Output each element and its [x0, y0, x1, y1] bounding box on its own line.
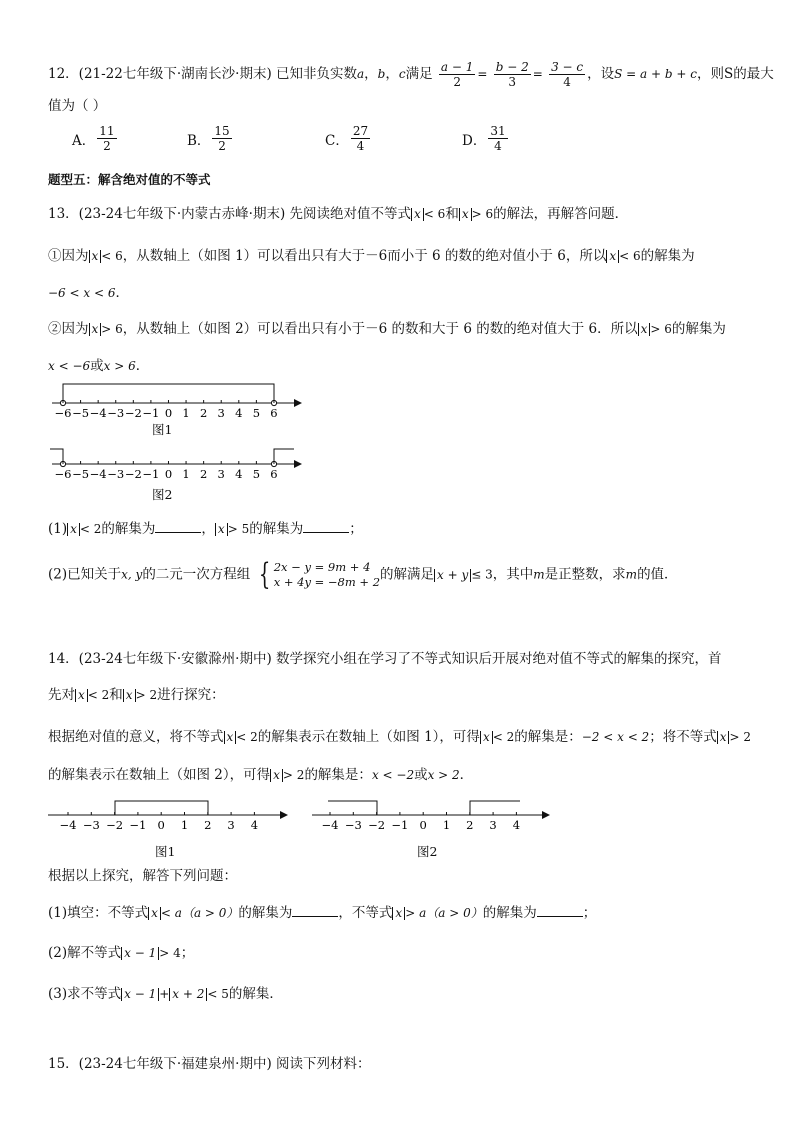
- option-d[interactable]: D． $\frac{31}{4}$: [462, 124, 506, 153]
- tick-label: 3: [217, 467, 225, 481]
- tick-label: 2: [199, 467, 208, 481]
- figure-caption: 图1: [152, 422, 173, 437]
- tick-label: 5: [252, 467, 261, 481]
- section-heading: 题型五：解含绝对值的不等式: [48, 172, 211, 187]
- q15-stem: 15．(23-24七年级下·福建泉州·期中) 阅读下列材料：: [48, 1056, 371, 1072]
- q13-point2: ②因为 x > 6，从数轴上（如图 2）可以看出只有小于－6 的数和大于 6 的数的绝对值大于 6．所以 x > 6的解集为: [48, 321, 726, 337]
- tick-label: 1: [182, 467, 190, 481]
- tick-label: −1: [142, 467, 160, 481]
- tick-label: −4: [59, 818, 77, 832]
- q14-stem: 14．(23-24七年级下·安徽滁州·期中) 数学探究小组在学习了不等式知识后开展对绝对值不等式的解集的探究，首: [48, 651, 722, 667]
- q13-point1: ①因为 x < 6，从数轴上（如图 1）可以看出只有大于－6而小于 6 的数的绝对值小于 6，所以 x < 6的解集为: [48, 248, 695, 264]
- tick-label: −3: [344, 818, 362, 832]
- tick-label: 0: [157, 818, 165, 832]
- tick-label: −1: [391, 818, 409, 832]
- tick-label: 2: [204, 818, 212, 832]
- q13-point1-solution: −6 < x < 6．: [48, 285, 129, 301]
- q13-number-line-fig1: [44, 378, 304, 438]
- option-c[interactable]: C． $\frac{27}{4}$: [325, 124, 369, 153]
- tick-label: 3: [217, 406, 225, 420]
- figure-caption: 图2: [417, 844, 438, 859]
- option-b[interactable]: B． $\frac{15}{2}$: [187, 124, 230, 153]
- tick-label: −2: [368, 818, 386, 832]
- tick-label: −1: [129, 818, 147, 832]
- tick-label: 4: [235, 467, 243, 481]
- tick-label: −5: [72, 406, 90, 420]
- answer-blank[interactable]: [303, 519, 349, 533]
- tick-label: 3: [489, 818, 497, 832]
- q14-explanation-line2: 的解集表示在数轴上（如图 2），可得 x > 2的解集是：x < −2或x > 2．: [48, 767, 474, 783]
- q13-subquestion-2: (2)已知关于x, y的二元一次方程组 { 2x − y = 9m + 4 x + 4y = −8m + 2 的解满足 x + y ≤ 3，其中m是正整数，求m的值．: [48, 557, 678, 592]
- tick-label: −3: [107, 406, 125, 420]
- tick-label: −2: [124, 406, 142, 420]
- q13-number-line-fig2: [44, 446, 304, 488]
- tick-label: 6: [270, 406, 278, 420]
- tick-label: 6: [270, 467, 278, 481]
- tick-label: 4: [512, 818, 521, 832]
- q14-number-line-fig1: [44, 798, 294, 838]
- fraction: $\frac{a - 1}{2}$: [440, 60, 474, 89]
- q14-subquestion-1: (1)填空：不等式 x < a（a > 0）的解集为 ，不等式 x > a（a > 0）的解集为 ；: [48, 905, 597, 921]
- answer-blank[interactable]: [537, 903, 583, 917]
- tick-label: 5: [252, 406, 261, 420]
- q14-explanation-line1: 根据绝对值的意义，将不等式 x < 2的解集表示在数轴上（如图 1），可得 x < 2的解集是：−2 < x < 2；将不等式 x > 2: [48, 729, 751, 745]
- tick-label: −2: [106, 818, 124, 832]
- tick-label: 0: [419, 818, 427, 832]
- q14-stem-line2: 先对 x < 2和 x > 2进行探究：: [48, 687, 225, 703]
- q14-subquestion-2: (2)解不等式 x − 1 > 4；: [48, 945, 195, 961]
- answer-blank[interactable]: [155, 519, 201, 533]
- q13-stem: 13．(23-24七年级下·内蒙古赤峰·期末) 先阅读绝对值不等式 x < 6和 x > 6的解法，再解答问题．: [48, 206, 629, 222]
- tick-label: −4: [89, 406, 107, 420]
- tick-label: 4: [235, 406, 243, 420]
- tick-label: 0: [164, 406, 173, 420]
- q14-number-line-fig2: [308, 798, 556, 838]
- tick-label: 2: [466, 818, 474, 832]
- tick-label: 1: [180, 818, 189, 832]
- tick-label: −1: [142, 406, 160, 420]
- tick-label: 1: [182, 406, 190, 420]
- tick-label: −6: [54, 467, 72, 481]
- q13-subquestion-1: (1) x < 2的解集为 ， x > 5的解集为 ；: [48, 521, 363, 537]
- tick-label: 0: [164, 467, 173, 481]
- tick-label: −3: [107, 467, 125, 481]
- tick-label: 2: [199, 406, 208, 420]
- option-a[interactable]: A． $\frac{11}{2}$: [72, 124, 115, 153]
- fraction: $\frac{3 - c}{4}$: [551, 60, 584, 89]
- answer-blank[interactable]: [292, 903, 338, 917]
- tick-label: 1: [442, 818, 451, 832]
- tick-label: −5: [72, 467, 90, 481]
- tick-label: −4: [321, 818, 339, 832]
- q13-point2-solution: x < −6或x > 6．: [48, 358, 150, 374]
- q14-subquestion-3: (3)求不等式 x − 1 + x + 2 < 5的解集．: [48, 986, 283, 1002]
- tick-label: −6: [54, 406, 72, 420]
- tick-label: −2: [124, 467, 142, 481]
- fraction: $\frac{b - 2}{3}$: [495, 60, 529, 89]
- figure-caption: 图1: [155, 844, 176, 859]
- tick-label: −3: [82, 818, 100, 832]
- equation-system: { 2x − y = 9m + 4 x + 4y = −8m + 2: [258, 557, 381, 592]
- q12-stem: 12．(21-22七年级下·湖南长沙·期末) 已知非负实数a，b，c满足 $\frac{a - 1}{2}$ = $\frac{b - 2}{3}$ = $\frac{3 - c}{4}$ ，设S = a + b + c，则S的最大: [48, 60, 774, 89]
- q14-instruction: 根据以上探究，解答下列问题：: [48, 868, 237, 884]
- q12-stem-line2: 值为（ ）: [48, 98, 107, 114]
- tick-label: −4: [89, 467, 107, 481]
- tick-label: 4: [250, 818, 259, 832]
- figure-caption: 图2: [152, 487, 173, 502]
- tick-label: 3: [227, 818, 235, 832]
